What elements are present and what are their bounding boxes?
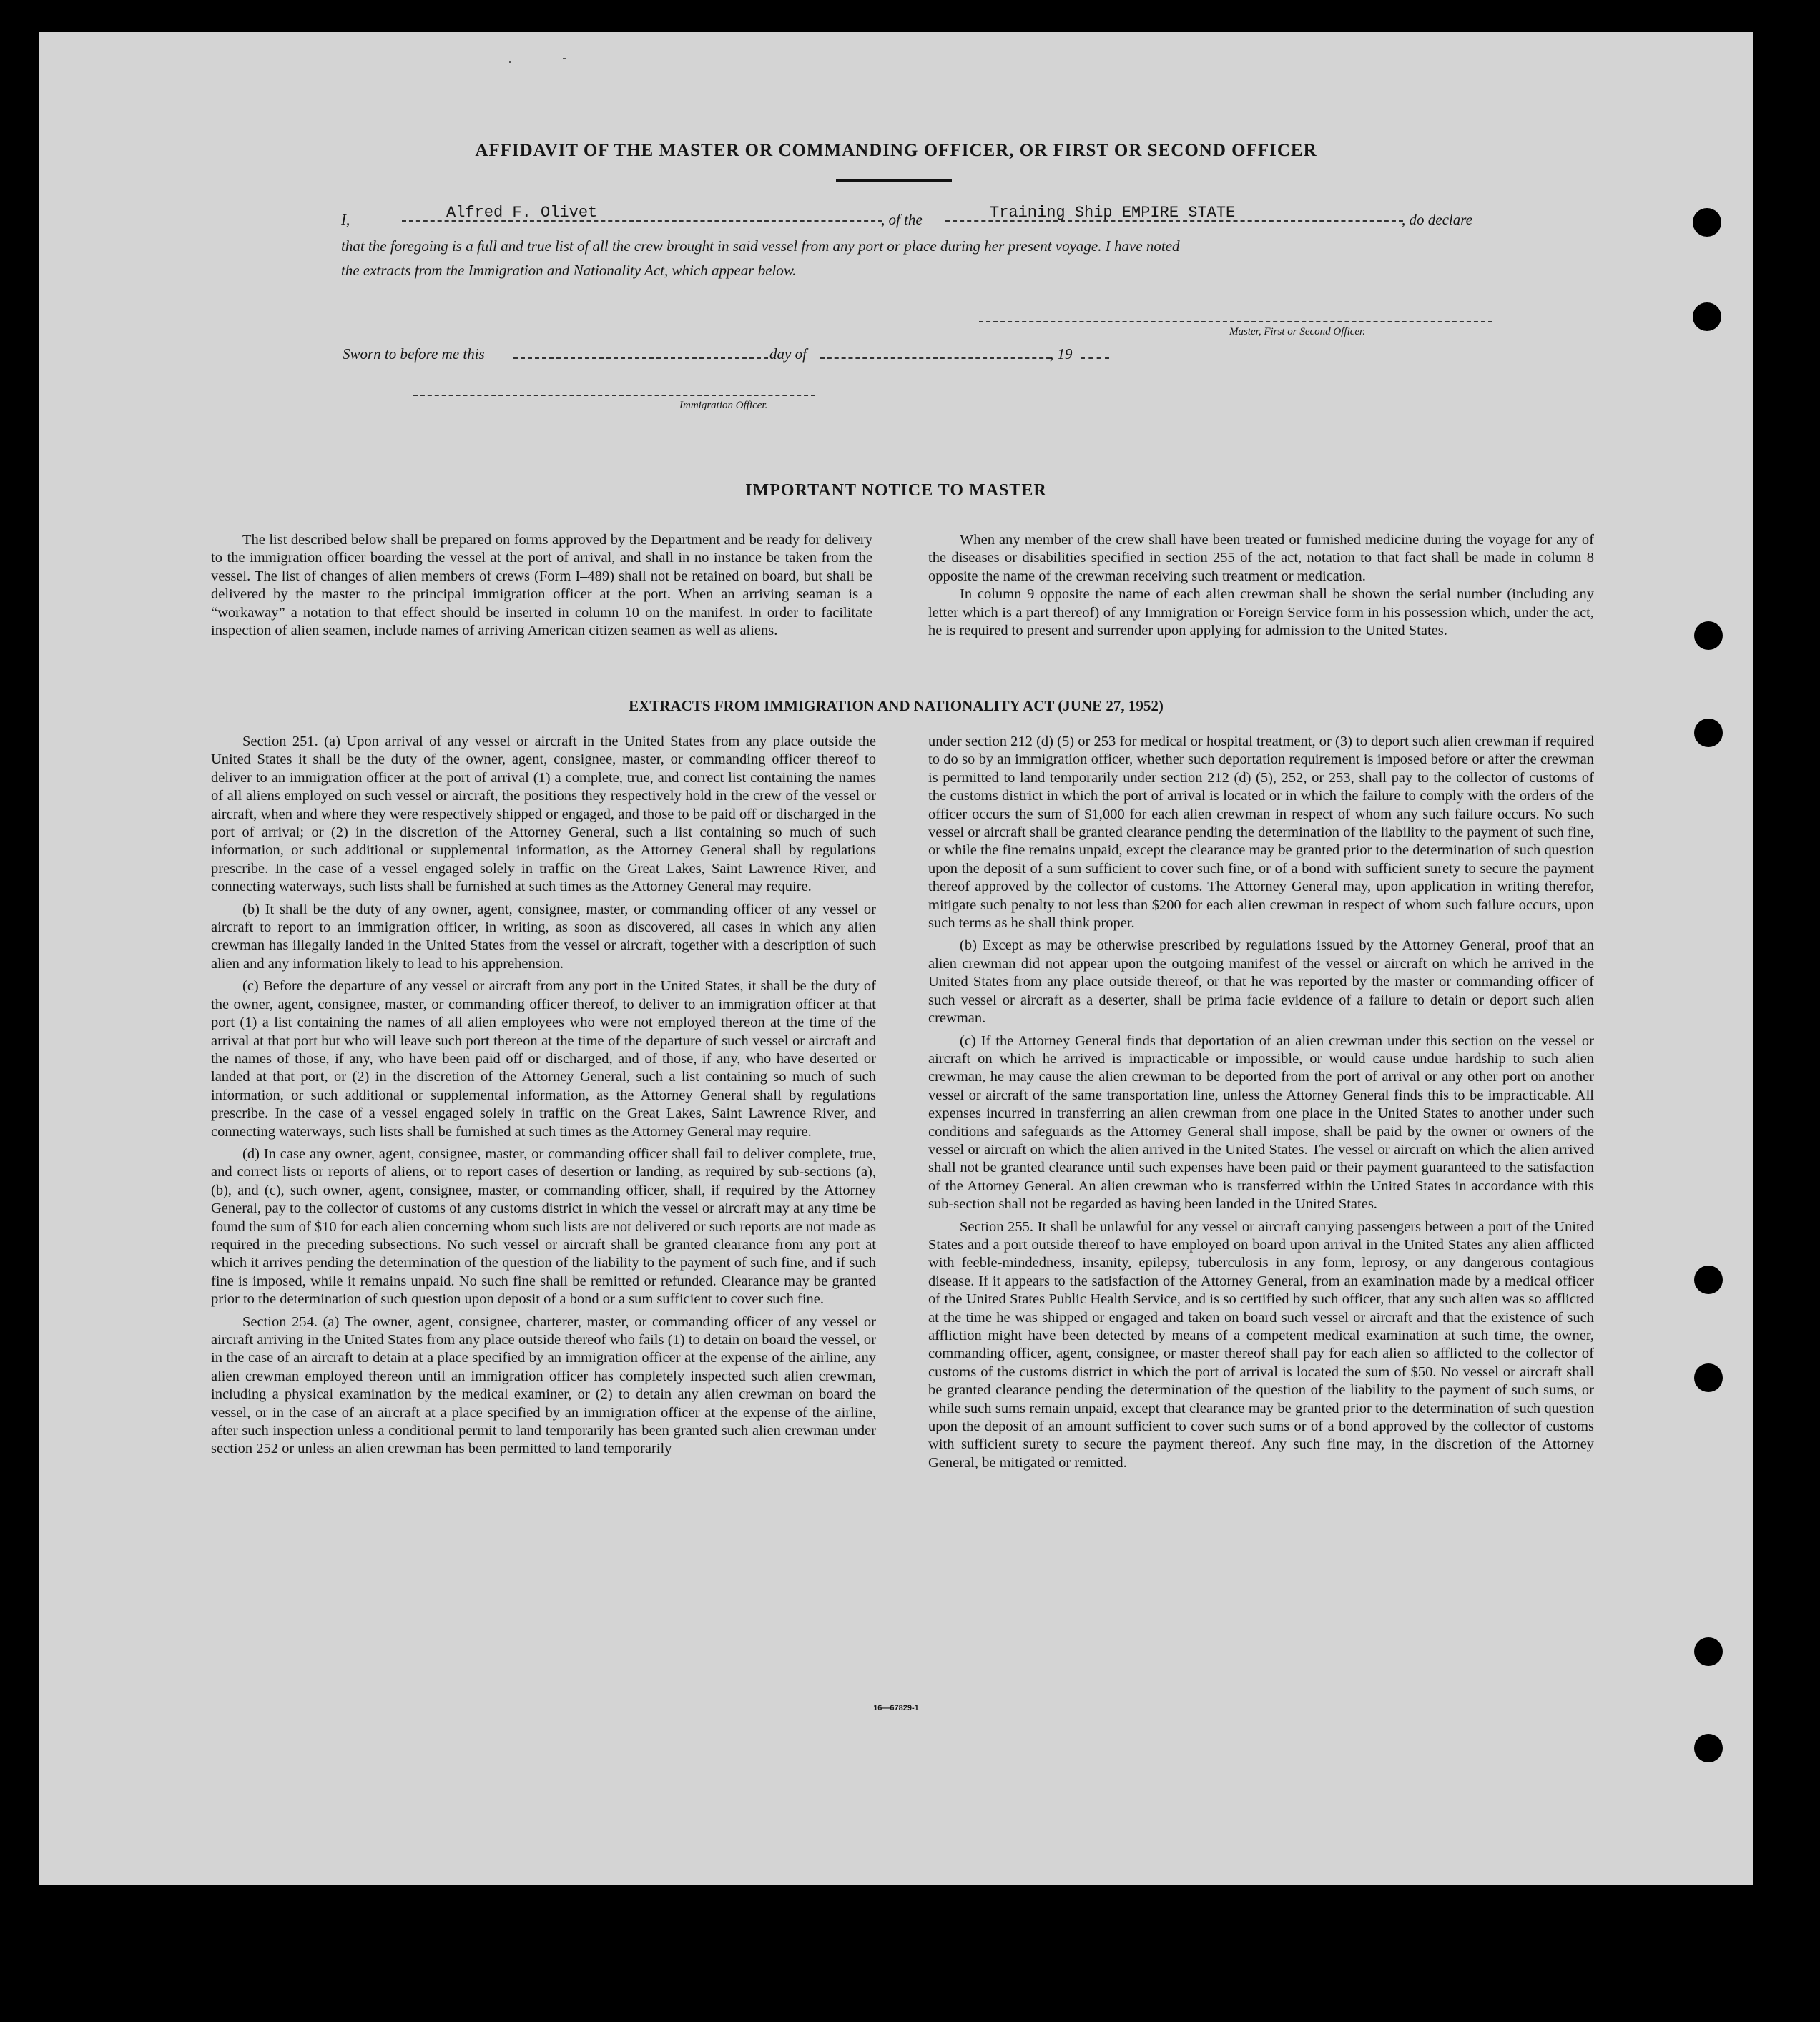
notice-paragraph: When any member of the crew shall have been treated or furnished medicine during the voyage for any of the diseases or disabilities specified in section 255 of the act, notation to that fact shall be made in column 8 opposite the name of the crewman receiving such treatment or medication. [928,532,1594,584]
punch-hole [1693,302,1721,331]
immigration-officer-line [413,395,815,396]
notice-left-column [211,531,872,640]
master-name-value: Alfred F. Olivet [446,204,598,222]
year-label: , 19 [1050,345,1073,363]
punch-hole [1694,1637,1723,1666]
section-paragraph: Section 255. It shall be unlawful for any vessel or aircraft carrying passengers between a port of the United States and a port outside thereof to have employed on board upon arrival in the United States any alien afflicted with feeble-mindedness, insanity, epilepsy, tuberculosis in any form, leprosy, or any dangerous contagious disease. If it appears to the satisfaction of the Attorney General, from an examination made by a medical officer of the United States Public Health Service, and is so certified by such officer, that any such alien was so afflicted at the time he was shipped or engaged and taken on board such vessel or aircraft and that the existence of such affliction might have been detected by means of a competent medical examination at such time, the owner, commanding officer, agent, consignee, or master thereof shall pay for each alien so afflicted to the collector of customs of the customs district in which the port of arrival is located the sum of $50. No vessel or aircraft shall be granted clearance pending the determination of the question of the liability to the payment of such sums, or while such sums remain unpaid, except that clearance may be granted prior to the determination of such question upon the deposit of an amount sufficient to cover such sums or of a bond approved by the collector of customs with sufficient surety to secure the payment thereof. Any such fine may, in the discretion of the Attorney General, be mitigated or remitted. [928,1218,1594,1471]
section-paragraph: Section 254. (a) The owner, agent, consignee, charterer, master, or commanding officer of any vessel or aircraft arriving in the United States from any place outside thereof who fails (1) to detain on board the vessel, or in the case of an aircraft to detain at a place specified by an immigration officer at the expense of the airline, any alien crewman employed thereon until an immigration officer has completely inspected such alien crewman, including a physical examination by the medical examiner, or (2) to detain any alien crewman on board the vessel, or in the case of an aircraft at a place specified by an immigration officer at the expense of the airline, after such inspection unless a conditional permit to land temporarily has been granted such alien crewman under section 252 or unless an alien crewman has been permitted to land temporarily [211,1313,876,1457]
i-label: I, [341,211,350,228]
punch-hole [1694,1363,1723,1392]
notice-right-column [928,531,1594,640]
document-page [39,32,1753,1885]
sworn-month-line [820,357,1051,359]
master-signature-caption: Master, First or Second Officer. [1229,326,1365,337]
extracts-title: EXTRACTS FROM IMMIGRATION AND NATIONALITY ACT (JUNE 27, 1952) [629,697,1164,714]
of-the-label: , of the [881,211,923,228]
title-rule [836,179,952,182]
section-paragraph: (c) Before the departure of any vessel or aircraft from any port in the United States, it shall be the duty of the owner, agent, consignee, master, or commanding officer thereof, to deliver to an immigration officer at that port (1) a list containing the names of all alien employees who were not employed thereon at the time of the arrival at that port but who will leave such port thereon at the time of the departure of such vessel or aircraft and the names of those, if any, who have been paid off or discharged, and of those, if any, who have deserted or landed at that port, or (2) in the discretion of the Attorney General, such a list containing so much of such information, or such additional or supplemental information, as the Attorney General shall by regulations prescribe. In the case of a vessel engaged solely in traffic on the Great Lakes, Saint Lawrence River, and connecting waterways, such lists shall be furnished at such times as the Attorney General may require. [211,978,876,1140]
section-paragraph: Section 251. (a) Upon arrival of any vessel or aircraft in the United States from any place outside the United States it shall be the duty of the owner, agent, consignee, master, or commanding officer thereof to deliver to an immigration officer at the port of arrival (1) a complete, true, and correct list containing the names of all aliens employed on such vessel or aircraft, the positions they respectively hold in the crew of the vessel or aircraft, when and where they were respectively shipped or engaged, and those to be paid off or discharged in the port of arrival; or (2) in the discretion of the Attorney General, such a list containing so much of such information, or such additional or supplemental information, as the Attorney General shall by regulations prescribe. In the case of a vessel engaged solely in traffic on the Great Lakes, Saint Lawrence River, and connecting waterways, such lists shall be furnished at such times as the Attorney General may require. [211,734,876,895]
statement-line-2: the extracts from the Immigration and Nationality Act, which appear below. [341,262,797,279]
speck [509,61,511,63]
section-paragraph: (b) Except as may be otherwise prescribed by regulations issued by the Attorney General, proof that an alien crewman did not appear upon the outgoing manifest of the vessel or aircraft on which he arrived in the United States from any place outside thereof, or that he was reported by the master or commanding officer of such vessel or aircraft as a deserter, shall be prima facie evidence of a failure to detain or deport such alien crewman. [928,937,1594,1027]
punch-hole [1694,1734,1723,1762]
master-signature-line [979,321,1492,322]
punch-hole [1694,621,1723,650]
day-of-label: day of [769,345,807,363]
sworn-day-line [513,357,768,359]
form-code: 16—67829-1 [873,1704,919,1712]
section-paragraph: (c) If the Attorney General finds that deportation of an alien crewman under this section on the vessel or aircraft on which he arrived is impracticable or impossible, or would cause undue hardship to such alien crewman, he may cause the alien crewman to be deported from the port of arrival or any other port on another vessel or aircraft of the same transportation line, unless the Attorney General finds this to be impracticable. All expenses incurred in transferring an alien crewman from one place in the United States to another under such conditions and safeguards as the Attorney General shall impose, shall be paid by the owner or owners of the vessel or aircraft on which the alien arrived in the United States. The vessel or aircraft on which the alien arrived shall not be granted clearance until such expenses have been paid or their payment guaranteed to the satisfaction of the Attorney General. An alien crewman who is transferred within the United States in accordance with this sub-section shall not be regarded as having been landed in the United States. [928,1032,1594,1213]
sworn-label: Sworn to before me this [343,345,485,363]
section-paragraph: (b) It shall be the duty of any owner, agent, consignee, master, or commanding officer of any vessel or aircraft to report to an immigration officer, in writing, as soon as discovered, all cases in which any alien crewman has illegally landed in the United States from the vessel or aircraft, together with a description of such alien and any information likely to lead to his apprehension. [211,901,876,972]
section-paragraph: (d) In case any owner, agent, consignee, master, or commanding officer shall fail to deliver complete, true, and correct lists or reports of aliens, or to report cases of desertion or landing, as required by sub-sections (a), (b), and (c), such owner, agent, consignee, master, or commanding officer, shall, if required by the Attorney General, pay to the collector of customs of any customs district in which the vessel or aircraft may at any time be found the sum of $10 for each alien concerning whom such lists are not delivered or such reports are not made as required in the preceding subsections. No such vessel or aircraft shall be granted clearance from any port at which it arrives pending the determination of the question of the liability to the payment of such fine, and if such fine is imposed, while it remains unpaid. No such fine shall be remitted or refunded. Clearance may be granted prior to the determination of such question upon deposit of a bond or a sum sufficient to cover such fine. [211,1145,876,1308]
punch-hole [1694,1266,1723,1294]
punch-hole [1693,208,1721,237]
statement-line-1: that the foregoing is a full and true list of all the crew brought in said vessel from any port or place during her present voyage. I have noted [341,237,1180,255]
immigration-officer-caption: Immigration Officer. [679,400,768,411]
vessel-name-value: Training Ship EMPIRE STATE [990,204,1236,222]
affidavit-title: AFFIDAVIT OF THE MASTER OR COMMANDING OFFICER, OR FIRST OR SECOND OFFICER [475,141,1317,160]
extracts-left-column [211,733,876,1463]
section-paragraph: under section 212 (d) (5) or 253 for medical or hospital treatment, or (3) to deport such alien crewman if required to do so by an immigration officer, whether such deportation requirement is imposed before or after the crewman is permitted to land temporarily under section 212 (d) (5), 252, or 253, shall pay to the collector of customs of the customs district in which the port of arrival is located or in which the failure to comply with the orders of the officer occurs the sum of $1,000 for each alien crewman in respect of whom any such failure occurs. No such vessel or aircraft shall be granted clearance pending the determination of the liability to the payment of such fine, or while the fine remains unpaid, except the clearance may be granted prior to the determination of such question upon the deposit of a sum sufficient to cover such fine, or of a bond with sufficient surety to secure the payment thereof approved by the collector of customs. The Attorney General may, upon application in writing therefor, mitigate such penalty to not less than $200 for each alien crewman in respect of whom such failure occurs, upon such terms as he shall think proper. [928,734,1594,932]
extracts-right-column [928,733,1594,1476]
punch-hole [1694,719,1723,747]
notice-paragraph: The list described below shall be prepared on forms approved by the Department and be ready for delivery to the immigration officer boarding the vessel at the port of arrival, and shall in no instance be taken from the vessel. The list of changes of alien members of crews (Form I–489) shall not be retained on board, but shall be delivered by the master to the principal immigration officer at the port. When an arriving seaman is a “workaway” a notation to that effect should be inserted in column 10 on the manifest. In order to facilitate inspection of alien seamen, include names of arriving American citizen seamen as well as aliens. [211,532,872,639]
do-declare-label: , do declare [1402,211,1472,228]
sworn-year-line [1081,357,1109,359]
notice-title: IMPORTANT NOTICE TO MASTER [745,481,1047,500]
notice-paragraph: In column 9 opposite the name of each alien crewman shall be shown the serial number (including any letter which is a part thereof) of any Immigration or Foreign Service form in his possession which, under the act, he is required to present and surrender upon applying for admission to the United States. [928,586,1594,639]
speck [563,58,566,59]
